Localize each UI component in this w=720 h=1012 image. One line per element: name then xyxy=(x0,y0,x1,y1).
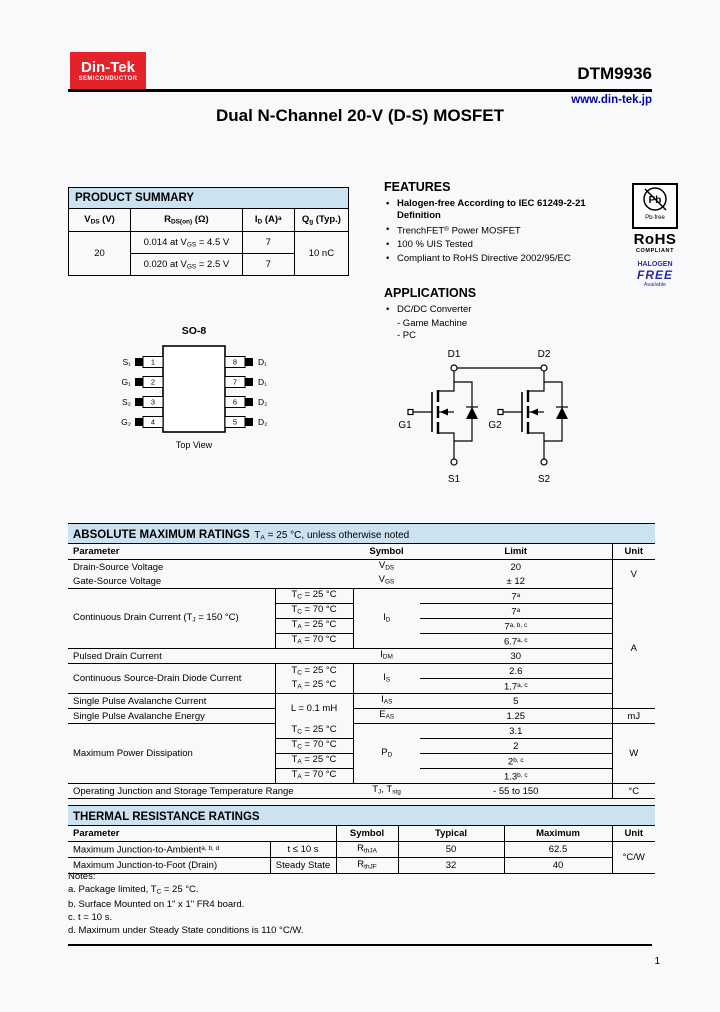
vendor-logo xyxy=(70,52,146,90)
table-row xyxy=(68,589,655,604)
qg-cell: 10 nC xyxy=(294,232,348,276)
vds-cell: 20 xyxy=(69,232,131,276)
notes-section xyxy=(68,871,468,937)
application-subitems xyxy=(384,318,622,342)
note-item: b. Surface Mounted on 1" x 1" FR4 board. xyxy=(68,899,245,910)
param-cell: Gate-Source Voltage xyxy=(68,574,353,589)
pin-number: 4 xyxy=(150,417,156,427)
limit-cell: 2.6 xyxy=(420,664,612,679)
vendor-logo-subtitle: SEMICONDUCTOR xyxy=(78,75,138,82)
rohs-compliant-label: COMPLIANT xyxy=(635,248,675,254)
note-item: a. Package limited, $T_C = 25$ °C. xyxy=(68,883,199,896)
column-header-rdson: $R_{DS(on)}$ (Ω) xyxy=(131,209,243,232)
table-header-row xyxy=(68,544,655,560)
application-subitem: - PC xyxy=(397,330,416,341)
table-row xyxy=(68,784,655,799)
condition-cell: t ≤ 10 s xyxy=(270,842,336,858)
table-row xyxy=(68,574,655,589)
limit-cell: 5 xyxy=(420,694,612,709)
halogen-free-badge: HALOGEN xyxy=(637,261,673,268)
symbol-cell: $E_{AS}$ xyxy=(353,709,420,724)
applications-section xyxy=(384,286,622,342)
param-cell: Drain-Source Voltage xyxy=(73,561,164,573)
pin-number: 7 xyxy=(232,377,238,387)
table-row xyxy=(68,724,655,739)
column-header-unit: Unit xyxy=(612,826,655,842)
typical-cell: 50 xyxy=(398,842,504,858)
column-header-parameter: Parameter xyxy=(68,544,353,560)
condition-cell: $T_C = 70$ °C xyxy=(275,604,353,619)
table-header-row xyxy=(69,209,349,232)
table-title-row xyxy=(69,188,349,209)
column-header-unit: Unit xyxy=(612,544,655,560)
page-number: 1 xyxy=(654,956,660,967)
column-header-vds: $V_{DS}$ (V) xyxy=(69,209,131,232)
table-row xyxy=(68,560,655,575)
pin-number: 6 xyxy=(232,397,238,407)
document-title: Dual N-Channel 20-V (D-S) MOSFET xyxy=(215,106,505,125)
table-title-bar xyxy=(68,523,655,544)
package-name: SO-8 xyxy=(181,325,207,337)
so8-package-diagram xyxy=(113,322,295,454)
schematic-arrows xyxy=(440,407,568,419)
pin-label: D₂ xyxy=(258,417,268,427)
column-header-typical: Typical xyxy=(398,826,504,842)
symbol-cell: $I_S$ xyxy=(353,664,420,694)
rdson-cell: 0.014 at $V_{GS} = 4.5$ V xyxy=(131,232,243,254)
absolute-maximum-ratings-table xyxy=(68,544,655,799)
website-link[interactable]: www.din-tek.jp xyxy=(571,94,652,106)
pin-number: 1 xyxy=(150,357,156,367)
feature-item: • TrenchFET® Power MOSFET xyxy=(384,224,622,237)
feature-item: • 100 % UIS Tested xyxy=(384,239,622,251)
limit-cell: - 55 to 150 xyxy=(493,785,539,797)
param-cell: Continuous Source-Drain Diode Current xyxy=(68,664,275,694)
applications-list xyxy=(384,304,622,316)
pin-label: D₁ xyxy=(258,357,268,367)
column-header-symbol: Symbol xyxy=(353,544,420,560)
pb-free-icon xyxy=(632,183,678,229)
package-caption: Top View xyxy=(175,440,213,450)
package-body xyxy=(163,346,225,432)
table-row xyxy=(68,664,655,679)
id-cell: 7 xyxy=(242,232,294,254)
thermal-resistance-table xyxy=(68,826,655,874)
limit-cell: 30 xyxy=(420,649,612,664)
schematic-wires xyxy=(408,368,568,459)
pin-number: 8 xyxy=(232,357,238,367)
limit-cell: 7$^a$ xyxy=(420,589,612,604)
pb-free-label: Pb-free xyxy=(645,215,665,221)
limit-cell: 7$^{a, b, c}$ xyxy=(420,619,612,634)
table-title: ABSOLUTE MAXIMUM RATINGS xyxy=(73,529,250,541)
table-title: PRODUCT SUMMARY xyxy=(69,188,349,209)
condition-cell: $T_A = 25$ °C xyxy=(275,679,353,694)
compliance-badges xyxy=(630,183,680,289)
param-cell: Maximum Power Dissipation xyxy=(68,724,275,784)
param-cell: Single Pulse Avalanche Current xyxy=(68,694,275,709)
rdson-cell: 0.020 at $V_{GS} = 2.5$ V xyxy=(131,254,243,276)
unit-cell: mJ xyxy=(612,709,655,724)
footer-rule xyxy=(68,944,652,946)
condition-cell: $T_C = 25$ °C xyxy=(275,724,353,739)
symbol-cell: $T_J$, $T_{stg}$ xyxy=(372,784,401,796)
maximum-cell: 62.5 xyxy=(504,842,612,858)
symbol-cell: $I_D$ xyxy=(353,589,420,649)
table-row xyxy=(68,649,655,664)
features-list xyxy=(384,198,622,265)
unit-cell: °C/W xyxy=(612,842,655,874)
table-row xyxy=(68,694,655,709)
halogen-available-label: Available xyxy=(643,282,667,288)
param-cell: Maximum Junction-to-Ambient$^{a, b, d}$ xyxy=(68,842,270,858)
table-title-note: $T_A = 25$ °C, unless otherwise noted xyxy=(254,530,410,542)
pin-label: S₁ xyxy=(122,357,131,367)
condition-cell: $T_C = 70$ °C xyxy=(275,739,353,754)
condition-cell: L = 0.1 mH xyxy=(275,694,353,724)
condition-cell: $T_C = 25$ °C xyxy=(275,664,353,679)
terminal-label-s2: S2 xyxy=(537,474,551,485)
param-cell: Continuous Drain Current ($T_J = 150$ °C) xyxy=(68,589,275,649)
terminal-label-s1: S1 xyxy=(447,474,461,485)
condition-cell: $T_A = 25$ °C xyxy=(275,619,353,634)
column-header-limit: Limit xyxy=(420,544,612,560)
condition-cell: $T_A = 70$ °C xyxy=(275,769,353,784)
application-item: • DC/DC Converter xyxy=(384,304,622,316)
limit-cell: 1.3$^{b, c}$ xyxy=(420,769,612,784)
note-item: c. t = 10 s. xyxy=(68,911,113,923)
symbol-cell: $R_{thJA}$ xyxy=(336,842,398,858)
features-heading: FEATURES xyxy=(384,180,451,194)
pin-number: 3 xyxy=(150,397,156,407)
param-cell: Maximum Junction-to-Foot (Drain) xyxy=(73,860,218,871)
terminal-label-g2: G2 xyxy=(488,420,502,431)
condition-cell: $T_A = 25$ °C xyxy=(275,754,353,769)
limit-cell: 20 xyxy=(510,561,522,573)
pin-number: 2 xyxy=(150,377,156,387)
unit-cell: °C xyxy=(612,784,655,799)
limit-cell: 6.7$^{a, c}$ xyxy=(420,634,612,649)
pin-label: S₂ xyxy=(122,397,131,407)
pin-number: 5 xyxy=(232,417,238,427)
feature-item: • Halogen-free According to IEC 61249-2-21 Definition xyxy=(384,198,622,222)
limit-cell: 7$^a$ xyxy=(420,604,612,619)
column-header-maximum: Maximum xyxy=(504,826,612,842)
terminal-label-d1: D1 xyxy=(447,349,461,360)
param-cell: Operating Junction and Storage Temperature Range xyxy=(73,785,294,797)
vendor-logo-name: Din-Tek xyxy=(81,58,135,76)
unit-cell: W xyxy=(612,724,655,784)
limit-cell: 1.25 xyxy=(420,709,612,724)
maximum-cell: 40 xyxy=(504,858,612,874)
application-subitem: - Game Machine xyxy=(397,318,468,329)
table-row xyxy=(69,232,349,254)
product-summary-section xyxy=(68,187,349,276)
terminal-label-d2: D2 xyxy=(537,349,551,360)
param-cell: Pulsed Drain Current xyxy=(68,649,353,664)
note-item: d. Maximum under Steady State conditions is 110 °C/W. xyxy=(68,924,304,936)
rohs-badge: RoHS xyxy=(633,231,677,248)
terminal-label-g1: G1 xyxy=(398,420,412,431)
header-rule xyxy=(68,89,652,92)
symbol-cell: $V_{DS}$ xyxy=(378,560,395,572)
table-row xyxy=(68,842,655,858)
column-header-symbol: Symbol xyxy=(336,826,398,842)
table-header-row xyxy=(68,826,655,842)
features-section xyxy=(384,180,622,267)
symbol-cell: $P_D$ xyxy=(353,724,420,784)
thermal-resistance-section xyxy=(68,805,655,874)
symbol-cell: $R_{thJF}$ xyxy=(336,858,398,874)
package-right-pins xyxy=(225,357,267,428)
symbol-cell: $I_{AS}$ xyxy=(353,694,420,709)
param-cell: Single Pulse Avalanche Energy xyxy=(68,709,275,724)
symbol-cell: $V_{GS}$ xyxy=(353,574,420,589)
column-header-parameter: Parameter xyxy=(68,826,336,842)
limit-cell: 2$^{b, c}$ xyxy=(420,754,612,769)
table-title-bar xyxy=(68,805,655,826)
pin-label: G₂ xyxy=(121,417,131,427)
table-row xyxy=(68,709,655,724)
limit-cell: 2 xyxy=(420,739,612,754)
condition-cell: Steady State xyxy=(270,858,336,874)
pb-symbol-text: Pb xyxy=(648,195,662,206)
unit-cell: V xyxy=(612,560,655,589)
notes-heading: Notes: xyxy=(68,871,96,882)
package-left-pins xyxy=(121,357,163,428)
condition-cell: $T_C = 25$ °C xyxy=(275,589,353,604)
unit-cell: A xyxy=(612,589,655,709)
applications-heading: APPLICATIONS xyxy=(384,286,477,300)
pin-label: D₁ xyxy=(258,377,268,387)
column-header-id: $I_D$ $(A)^a$ xyxy=(242,209,294,232)
product-summary-table xyxy=(68,187,349,276)
halogen-free-label: FREE xyxy=(636,268,673,282)
mosfet-schematic xyxy=(383,340,617,492)
limit-cell: ± 12 xyxy=(420,574,612,589)
pin-label: D₂ xyxy=(258,397,268,407)
part-number: DTM9936 xyxy=(577,64,652,83)
condition-cell: $T_A = 70$ °C xyxy=(275,634,353,649)
symbol-cell: $I_{DM}$ xyxy=(353,649,420,664)
feature-item: • Compliant to RoHS Directive 2002/95/EC xyxy=(384,253,622,265)
typical-cell: 32 xyxy=(398,858,504,874)
pin-label: G₁ xyxy=(121,377,131,387)
absolute-maximum-ratings-section xyxy=(68,523,655,799)
limit-cell: 3.1 xyxy=(420,724,612,739)
table-title: THERMAL RESISTANCE RATINGS xyxy=(73,811,260,823)
id-cell: 7 xyxy=(242,254,294,276)
limit-cell: 1.7$^{a, c}$ xyxy=(420,679,612,694)
column-header-qg: $Q_g$ (Typ.) xyxy=(294,209,348,232)
